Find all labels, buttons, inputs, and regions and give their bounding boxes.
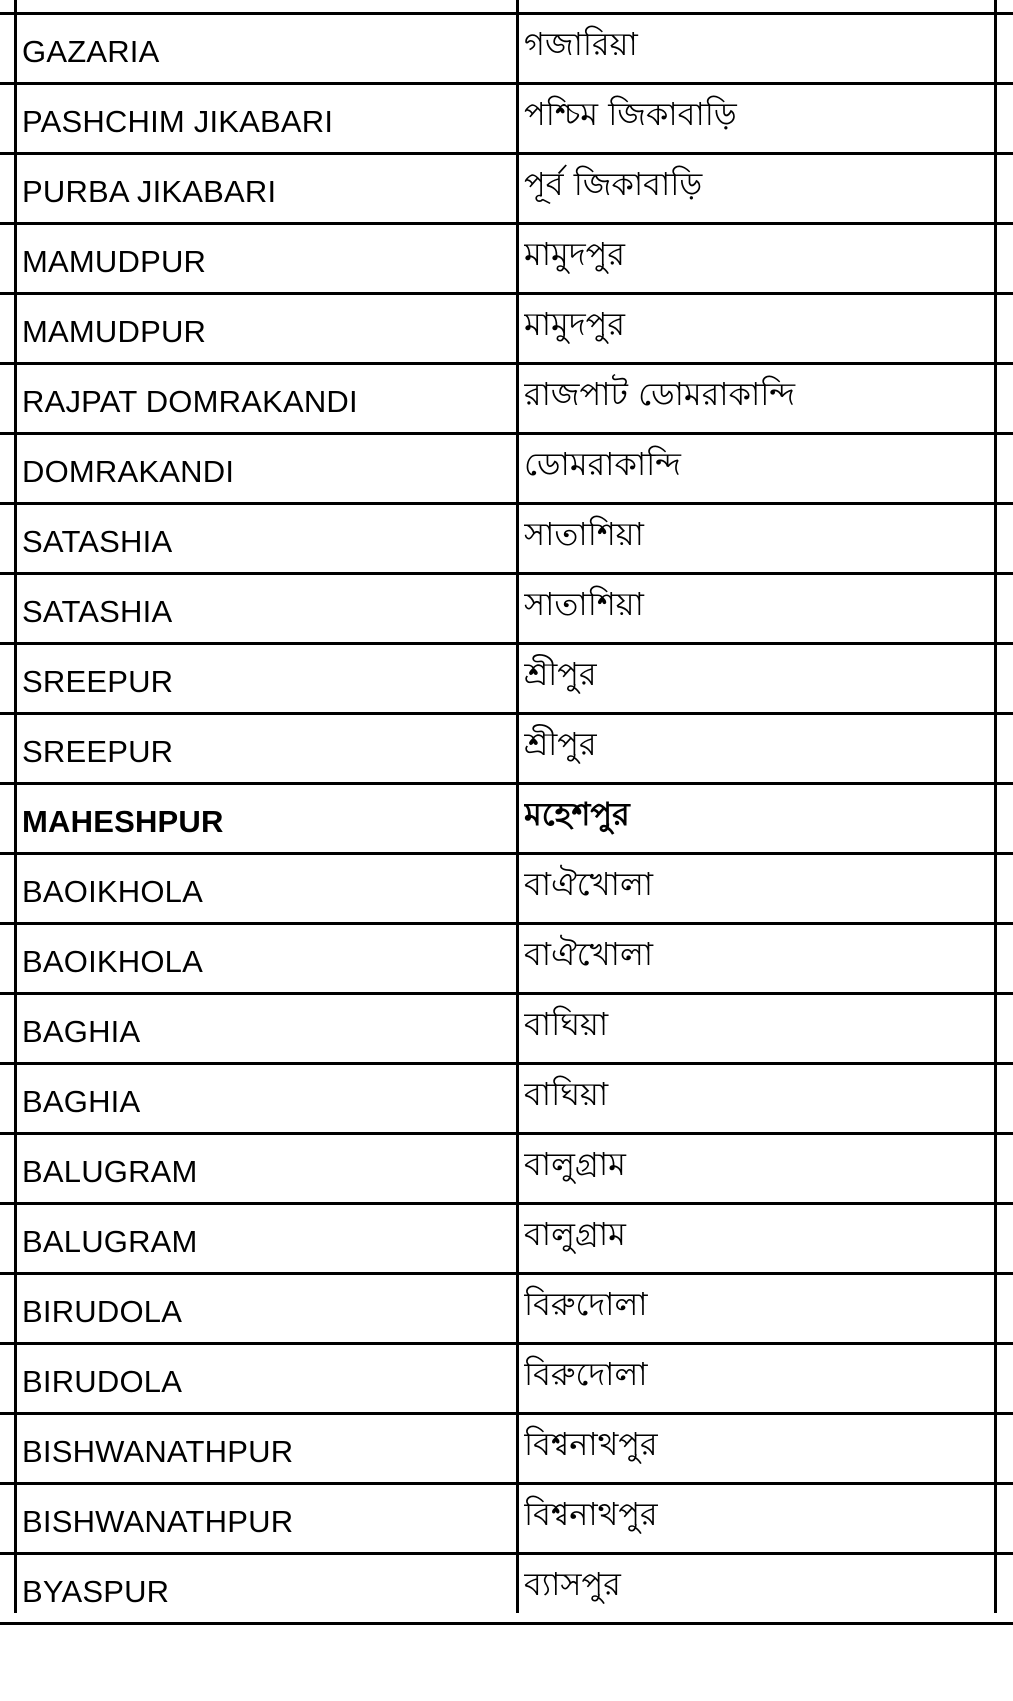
table-row bbox=[0, 225, 1013, 295]
bengali-name-cell: রাজপাট ডোমরাকান্দি bbox=[524, 375, 796, 413]
bengali-name-cell: বাঘিয়া bbox=[524, 1005, 609, 1043]
table-row bbox=[0, 1065, 1013, 1135]
english-name-cell: PASHCHIM JIKABARI bbox=[22, 104, 334, 139]
english-name-cell: BAOIKHOLA bbox=[22, 944, 203, 979]
table-row bbox=[0, 155, 1013, 225]
bengali-name-cell: মামুদপুর bbox=[524, 305, 625, 343]
table-row bbox=[0, 295, 1013, 365]
table-row bbox=[0, 365, 1013, 435]
table-right-border bbox=[994, 0, 997, 1613]
english-name-cell: MAMUDPUR bbox=[22, 314, 207, 349]
table-row bbox=[0, 715, 1013, 785]
english-name-cell: DOMRAKANDI bbox=[22, 454, 235, 489]
cropped-header-row bbox=[0, 0, 1013, 13]
table-row-bold-heading bbox=[0, 785, 1013, 855]
table-row bbox=[0, 1135, 1013, 1205]
table-row bbox=[0, 645, 1013, 715]
bengali-name-cell: ডোমরাকান্দি bbox=[524, 445, 681, 483]
english-name-cell: RAJPAT DOMRAKANDI bbox=[22, 384, 358, 419]
village-name-table bbox=[0, 15, 1013, 1625]
english-name-cell: BAOIKHOLA bbox=[22, 874, 203, 909]
table-row bbox=[0, 855, 1013, 925]
table-row bbox=[0, 15, 1013, 85]
table-left-border bbox=[14, 0, 17, 1613]
bengali-name-cell: সাতাশিয়া bbox=[524, 515, 644, 553]
english-name-cell: BAGHIA bbox=[22, 1084, 141, 1119]
english-name-cell: SREEPUR bbox=[22, 734, 174, 769]
english-name-cell: BALUGRAM bbox=[22, 1154, 198, 1189]
english-name-cell: SATASHIA bbox=[22, 524, 173, 559]
english-name-cell: MAHESHPUR bbox=[22, 804, 224, 839]
table-row bbox=[0, 1415, 1013, 1485]
bengali-name-cell: শ্রীপুর bbox=[524, 725, 597, 763]
table-row bbox=[0, 1345, 1013, 1415]
table-row bbox=[0, 575, 1013, 645]
bengali-name-cell: গজারিয়া bbox=[524, 25, 638, 63]
column-divider bbox=[516, 0, 519, 1613]
table-row bbox=[0, 85, 1013, 155]
table-row bbox=[0, 1555, 1013, 1625]
english-name-cell: SREEPUR bbox=[22, 664, 174, 699]
table-row bbox=[0, 505, 1013, 575]
english-name-cell: BAGHIA bbox=[22, 1014, 141, 1049]
english-name-cell: BYASPUR bbox=[22, 1574, 170, 1609]
bengali-name-cell: বাঐখোলা bbox=[524, 865, 654, 903]
bengali-name-cell: বাঘিয়া bbox=[524, 1075, 609, 1113]
english-name-cell: SATASHIA bbox=[22, 594, 173, 629]
table-row bbox=[0, 995, 1013, 1065]
bengali-name-cell: সাতাশিয়া bbox=[524, 585, 644, 623]
bengali-name-cell: বাঐখোলা bbox=[524, 935, 654, 973]
bengali-name-cell: বিরুদোলা bbox=[524, 1355, 648, 1393]
table-row bbox=[0, 1485, 1013, 1555]
bengali-name-cell: পশ্চিম জিকাবাড়ি bbox=[524, 95, 737, 133]
english-name-cell: GAZARIA bbox=[22, 34, 160, 69]
bengali-name-cell: মহেশপুর bbox=[524, 795, 630, 833]
bengali-name-cell: বিশ্বনাথপুর bbox=[524, 1425, 658, 1463]
english-name-cell: PURBA JIKABARI bbox=[22, 174, 277, 209]
table-row bbox=[0, 435, 1013, 505]
bengali-name-cell: ব্যাসপুর bbox=[524, 1565, 621, 1603]
english-name-cell: BISHWANATHPUR bbox=[22, 1504, 294, 1539]
bengali-name-cell: পূর্ব জিকাবাড়ি bbox=[524, 165, 703, 203]
bengali-name-cell: শ্রীপুর bbox=[524, 655, 597, 693]
english-name-cell: BIRUDOLA bbox=[22, 1364, 183, 1399]
english-name-cell: BIRUDOLA bbox=[22, 1294, 183, 1329]
english-name-cell: MAMUDPUR bbox=[22, 244, 207, 279]
english-name-cell: BALUGRAM bbox=[22, 1224, 198, 1259]
table-row bbox=[0, 1205, 1013, 1275]
bengali-name-cell: বিশ্বনাথপুর bbox=[524, 1495, 658, 1533]
bengali-name-cell: বিরুদোলা bbox=[524, 1285, 648, 1323]
table-row bbox=[0, 1275, 1013, 1345]
bengali-name-cell: বালুগ্রাম bbox=[524, 1215, 626, 1253]
bengali-name-cell: মামুদপুর bbox=[524, 235, 625, 273]
table-row bbox=[0, 925, 1013, 995]
bengali-name-cell: বালুগ্রাম bbox=[524, 1145, 626, 1183]
english-name-cell: BISHWANATHPUR bbox=[22, 1434, 294, 1469]
